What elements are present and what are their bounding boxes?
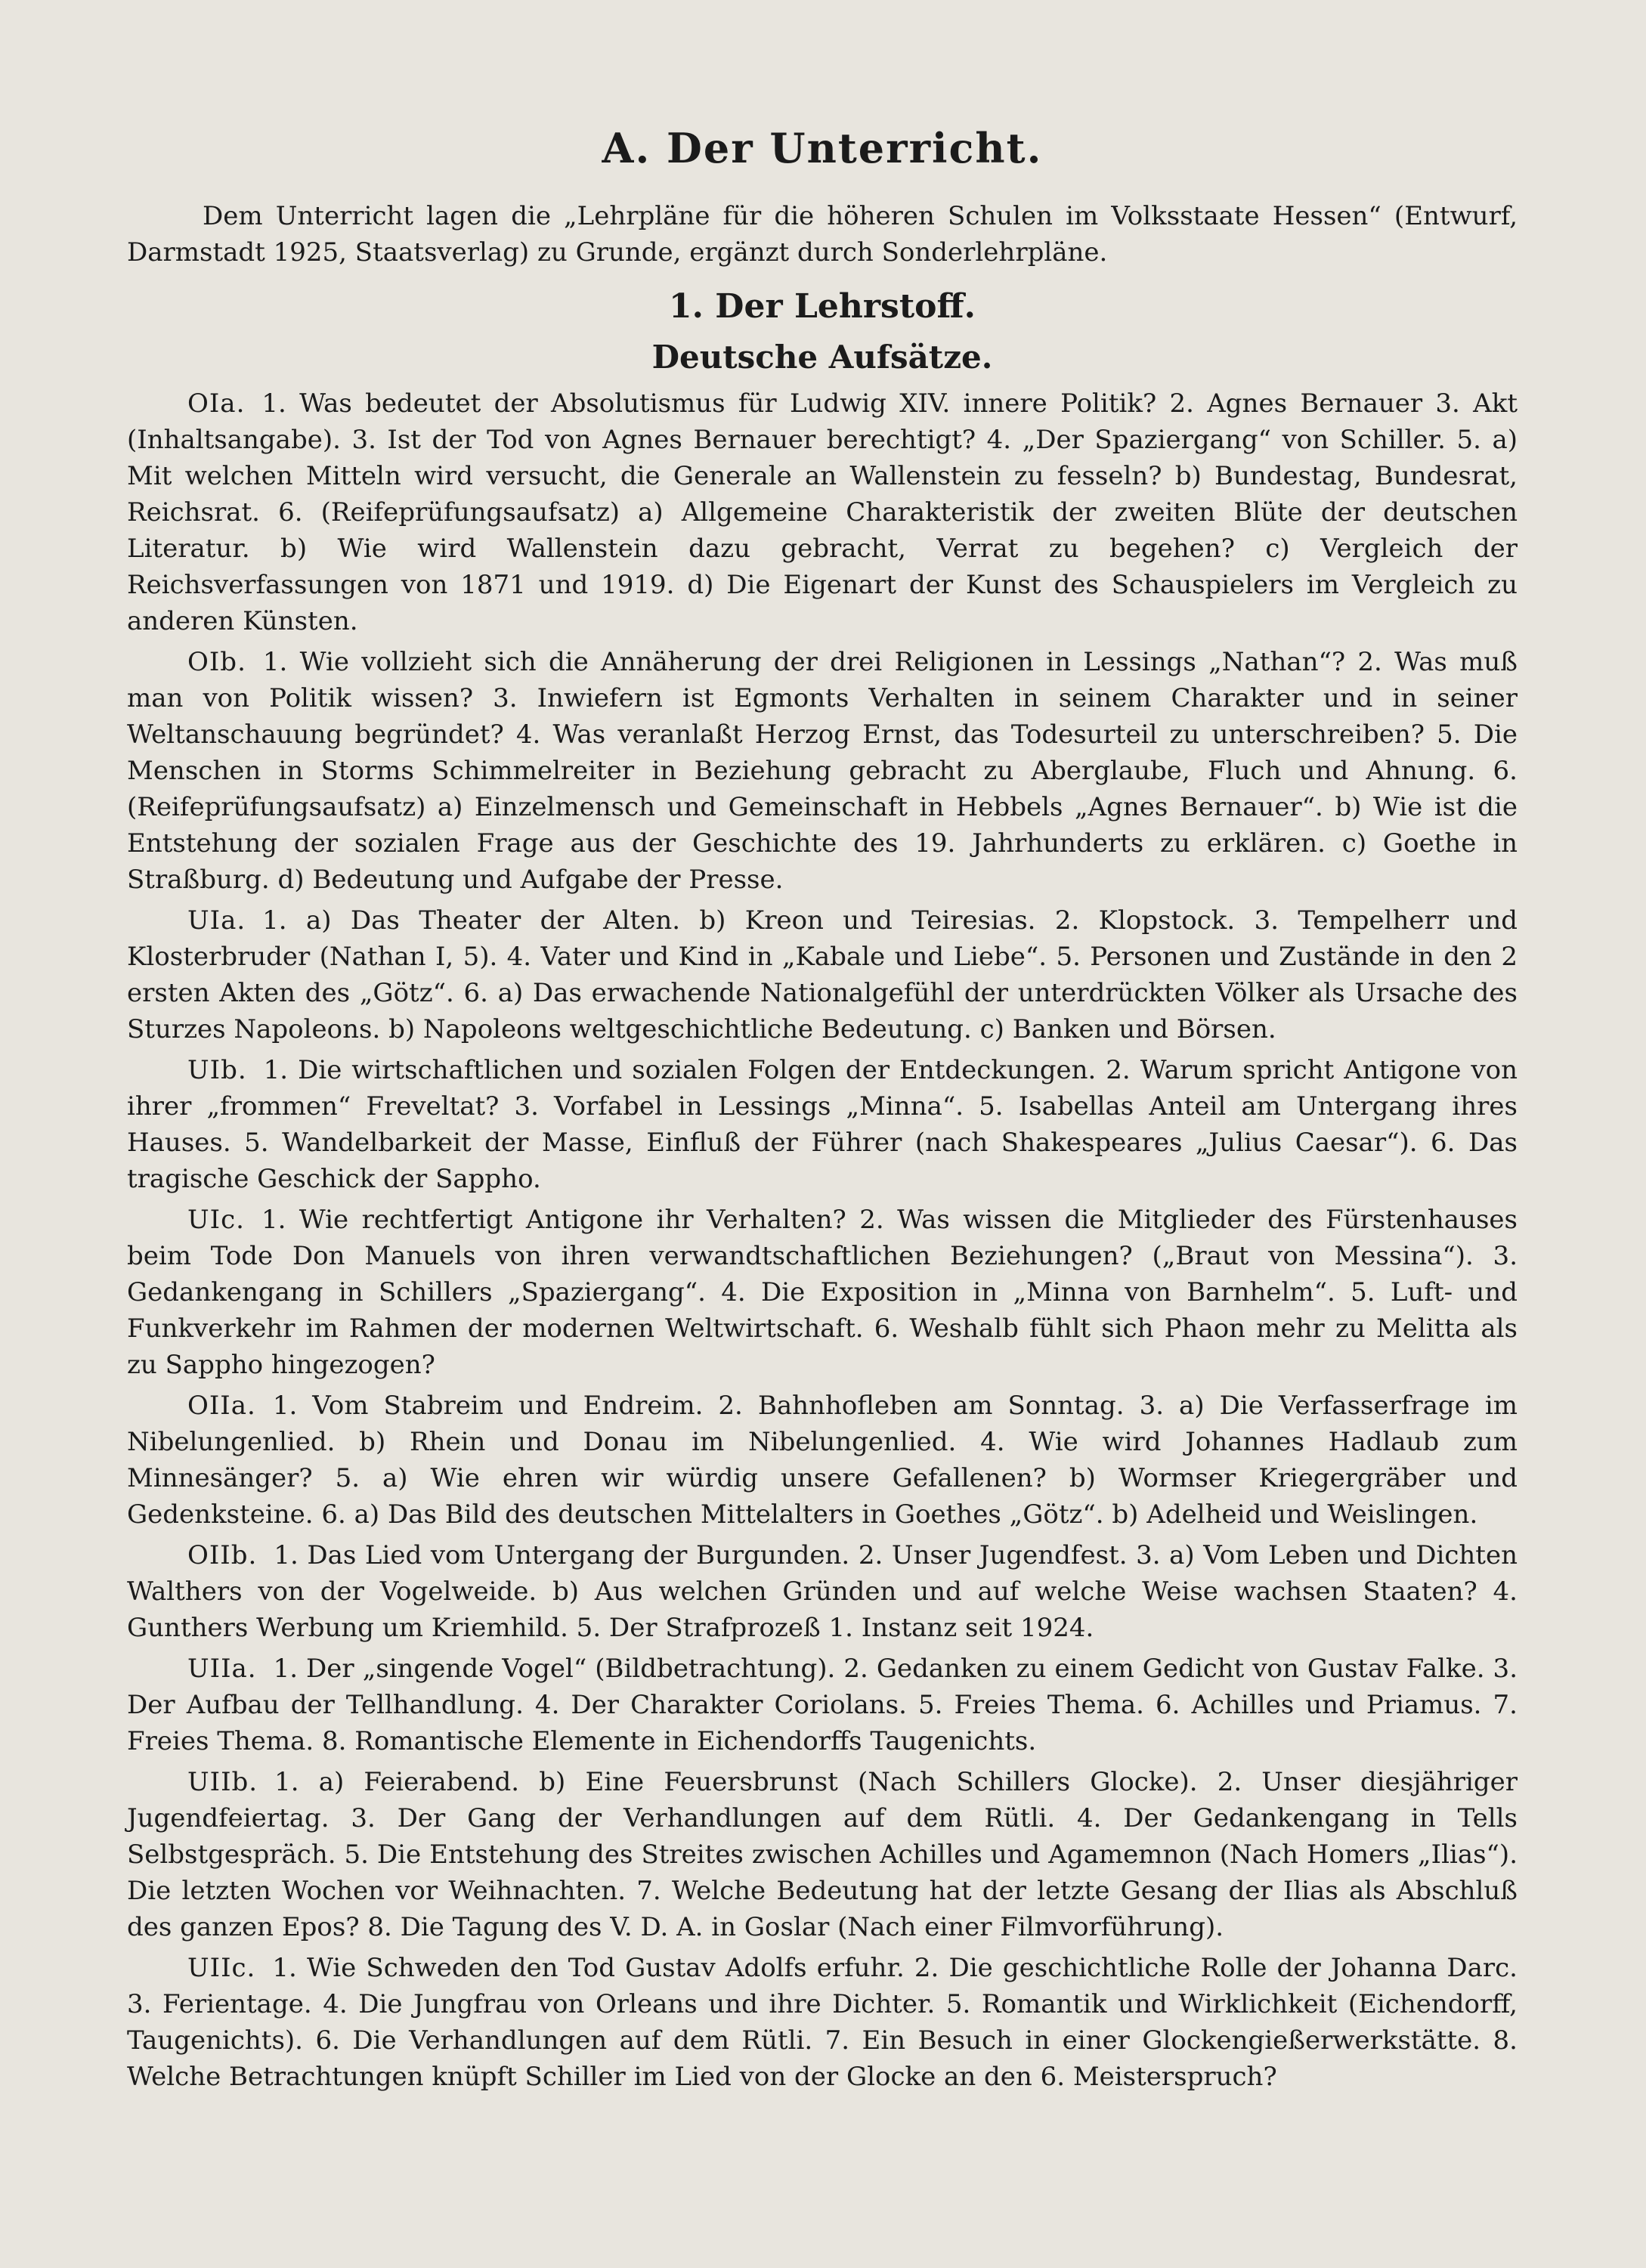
class-label: UIIc. (187, 1953, 256, 1983)
entry-text: 1. Was bedeutet der Absolutismus für Ludwig XIV. innere Politik? 2. Agnes Bernauer 3. Akt (Inhaltsangabe). 3. Ist der Tod von Agnes Bernauer berechtigt? 4. „Der Spaziergang“ von Schiller. 5. a) Mit welchen Mitteln wird versucht, die Generale an Wallenstein zu fesseln? b) Bundestag, Bundesrat, Reichsrat. 6. (Reifeprüfungsaufsatz) a) Allgemeine Charakteristik der zweiten Blüte der deutschen Literatur. b) Wie wird Wallenstein dazu gebracht, Verrat zu begehen? c) Vergleich der Reichsverfassungen von 1871 und 1919. d) Die Eigenart der Kunst des Schauspielers im Vergleich zu anderen Künsten. (127, 388, 1518, 636)
entry-text: 1. Das Lied vom Untergang der Burgunden. 2. Unser Jugendfest. 3. a) Vom Leben und Dichten Walthers von der Vogelweide. b) Aus welchen Gründen und auf welche Weise wachsen Staaten? 4. Gunthers Werbung um Kriemhild. 5. Der Strafprozeß 1. Instanz seit 1924. (127, 1540, 1518, 1643)
page-content (127, 121, 1518, 2099)
entry-uiic (127, 1950, 1518, 2095)
class-label: OIb. (187, 647, 246, 677)
entry-uib (127, 1052, 1518, 1197)
section-heading: 1. Der Lehrstoff. (669, 287, 976, 326)
entry-uia (127, 902, 1518, 1047)
entry-text: 1. Die wirtschaftlichen und sozialen Folgen der Entdeckungen. 2. Warum spricht Antigone von ihrer „frommen“ Freveltat? 3. Vorfabel in Lessings „Minna“. 5. Isabellas Anteil am Untergang ihres Hauses. 5. Wandelbarkeit der Masse, Einfluß der Führer (nach Shakespeares „Julius Caesar“). 6. Das tragische Geschick der Sappho. (127, 1055, 1518, 1194)
intro-paragraph: Dem Unterricht lagen die „Lehrpläne für die höheren Schulen im Volksstaate Hessen“ (Entwurf, Darmstadt 1925, Staatsverlag) zu Grunde, ergänzt durch Sonderlehrpläne. (127, 201, 1518, 268)
entry-oia (127, 385, 1518, 639)
entry-text: 1. Der „singende Vogel“ (Bildbetrachtung). 2. Gedanken zu einem Gedicht von Gustav Falke. 3. Der Aufbau der Tellhandlung. 4. Der Charakter Coriolans. 5. Freies Thema. 6. Achilles und Priamus. 7. Freies Thema. 8. Romantische Elemente in Eichendorffs Taugenichts. (127, 1654, 1518, 1756)
entry-oib (127, 644, 1518, 898)
entry-text: 1. Wie rechtfertigt Antigone ihr Verhalten? 2. Was wissen die Mitglieder des Fürstenhauses beim Tode Don Manuels von ihren verwandtschaftlichen Beziehungen? („Braut von Messina“). 3. Gedankengang in Schillers „Spaziergang“. 4. Die Exposition in „Minna von Barnhelm“. 5. Luft- und Funkverkehr im Rahmen der modernen Weltwirtschaft. 6. Weshalb fühlt sich Phaon mehr zu Melitta als zu Sappho hingezogen? (127, 1205, 1518, 1380)
main-heading: A. Der Unterricht. (602, 124, 1043, 172)
class-label: UIb. (187, 1055, 247, 1085)
class-label: UIc. (187, 1205, 245, 1235)
entry-uiib (127, 1764, 1518, 1945)
subsection-heading: Deutsche Aufsätze. (651, 339, 993, 376)
entry-oiib (127, 1537, 1518, 1646)
entry-text: 1. Wie Schweden den Tod Gustav Adolfs erfuhr. 2. Die geschichtliche Rolle der Johanna Darc. 3. Ferientage. 4. Die Jungfrau von Orleans und ihre Dichter. 5. Romantik und Wirklichkeit (Eichendorff, Taugenichts). 6. Die Verhandlungen auf dem Rütli. 7. Ein Besuch in einer Glockengießerwerkstätte. 8. Welche Betrachtungen knüpft Schiller im Lied von der Glocke an den 6. Meisterspruch? (127, 1953, 1518, 2092)
entry-text: 1. a) Feierabend. b) Eine Feuersbrunst (Nach Schillers Glocke). 2. Unser diesjähriger Jugendfeiertag. 3. Der Gang der Verhandlungen auf dem Rütli. 4. Der Gedankengang in Tells Selbstgespräch. 5. Die Entstehung des Streites zwischen Achilles und Agamemnon (Nach Homers „Ilias“). Die letzten Wochen vor Weihnachten. 7. Welche Bedeutung hat der letzte Gesang der Ilias als Abschluß des ganzen Epos? 8. Die Tagung des V. D. A. in Goslar (Nach einer Filmvorführung). (127, 1767, 1518, 1942)
class-label: UIa. (187, 905, 246, 936)
entry-text: 1. Wie vollzieht sich die Annäherung der drei Religionen in Lessings „Nathan“? 2. Was muß man von Politik wissen? 3. Inwiefern ist Egmonts Verhalten in seinem Charakter und in seiner Weltanschauung begründet? 4. Was veranlaßt Herzog Ernst, das Todesurteil zu unterschreiben? 5. Die Menschen in Storms Schimmelreiter in Beziehung gebracht zu Aberglaube, Fluch und Ahnung. 6. (Reifeprüfungsaufsatz) a) Einzelmensch und Gemeinschaft in Hebbels „Agnes Bernauer“. b) Wie ist die Entstehung der sozialen Frage aus der Geschichte des 19. Jahrhunderts zu erklären. c) Goethe in Straßburg. d) Bedeutung und Aufgabe der Presse. (127, 647, 1518, 895)
class-label: OIIa. (187, 1391, 256, 1421)
entry-uiia (127, 1651, 1518, 1759)
class-label: OIa. (187, 388, 246, 419)
entry-oiia (127, 1388, 1518, 1533)
class-label: UIIa. (187, 1654, 257, 1684)
class-label: UIIb. (187, 1767, 258, 1797)
class-label: OIIb. (187, 1540, 258, 1570)
entry-text: 1. a) Das Theater der Alten. b) Kreon und Teiresias. 2. Klopstock. 3. Tempelherr und Klosterbruder (Nathan I, 5). 4. Vater und Kind in „Kabale und Liebe“. 5. Personen und Zustände in den 2 ersten Akten des „Götz“. 6. a) Das erwachende Nationalgefühl der unterdrückten Völker als Ursache des Sturzes Napoleons. b) Napoleons weltgeschichtliche Bedeutung. c) Banken und Börsen. (127, 905, 1518, 1044)
entry-uic (127, 1202, 1518, 1383)
entry-text: 1. Vom Stabreim und Endreim. 2. Bahnhofleben am Sonntag. 3. a) Die Verfasserfrage im Nibelungenlied. b) Rhein und Donau im Nibelungenlied. 4. Wie wird Johannes Hadlaub zum Minnesänger? 5. a) Wie ehren wir würdig unsere Gefallenen? b) Wormser Kriegergräber und Gedenksteine. 6. a) Das Bild des deutschen Mittelalters in Goethes „Götz“. b) Adelheid und Weislingen. (127, 1391, 1518, 1530)
